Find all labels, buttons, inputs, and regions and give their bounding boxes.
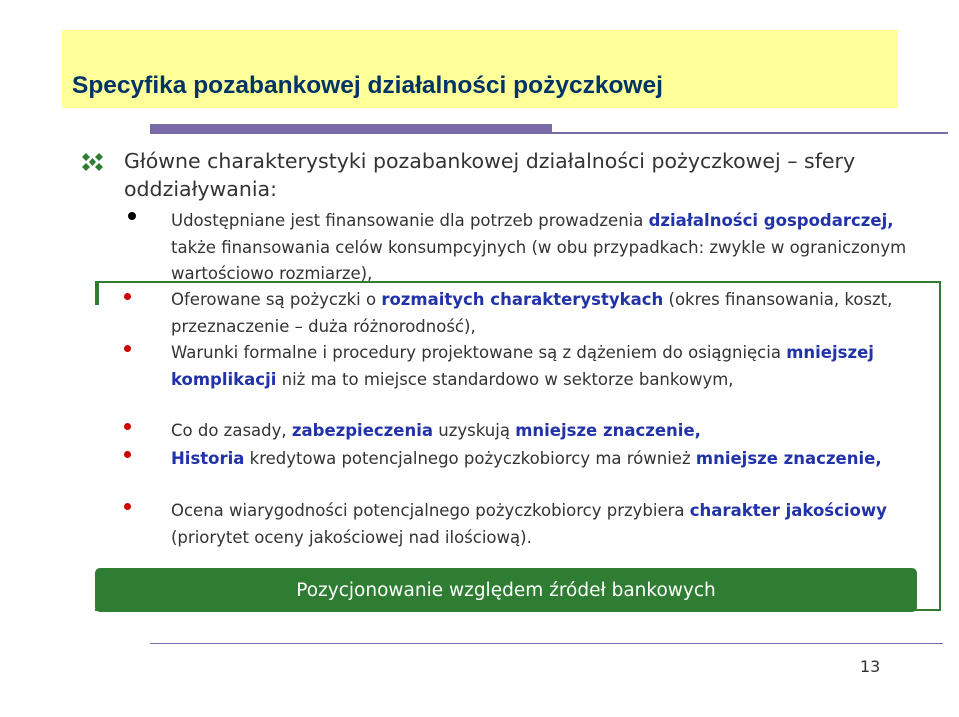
bullet-dot-icon	[124, 451, 131, 458]
bullet-dot-icon	[128, 212, 136, 220]
bullet-1: Udostępniane jest finansowanie dla potrzeb prowadzenia działalności gospodarczej, także finansowania celów konsumpcyjnych (w obu przypadkach: zwykle w ograniczonym wartościowo rozmiarze),	[171, 211, 907, 283]
bullet-5: Historia kredytowa potencjalnego pożyczkobiorcy ma również mniejsze znaczenie,	[171, 449, 882, 468]
bullet-dot-icon	[124, 503, 131, 510]
bullet-dot-icon	[124, 293, 131, 300]
page-number: 13	[860, 657, 881, 676]
footer-box	[95, 568, 917, 612]
section-heading: Główne charakterystyki pozabankowej działalności pożyczkowej – sfery oddziaływania:	[124, 149, 856, 201]
bullet-dot-icon	[124, 423, 131, 430]
frame-corner	[95, 281, 99, 305]
title-rule-thick	[150, 124, 552, 132]
bottom-rule	[150, 643, 943, 644]
bullet-3: Warunki formalne i procedury projektowane są z dążeniem do osiągnięcia mniejszej komplikacji niż ma to miejsce standardowo w sektorze bankowym,	[171, 343, 874, 389]
diamond-bullet-icon	[80, 151, 106, 173]
bullet-4: Co do zasady, zabezpieczenia uzyskują mniejsze znaczenie,	[171, 421, 701, 440]
bullet-dot-icon	[124, 345, 131, 352]
footer-box-label: Pozycjonowanie względem źródeł bankowych	[296, 580, 716, 601]
title-rule-thin	[150, 132, 948, 134]
slide-title: Specyfika pozabankowej działalności pożyczkowej	[72, 72, 663, 99]
bullet-2: Oferowane są pożyczki o rozmaitych charakterystykach (okres finansowania, koszt, przeznaczenie – duża różnorodność),	[171, 290, 893, 336]
bullet-6: Ocena wiarygodności potencjalnego pożyczkobiorcy przybiera charakter jakościowy (priorytet oceny jakościowej nad ilościową).	[171, 501, 887, 547]
